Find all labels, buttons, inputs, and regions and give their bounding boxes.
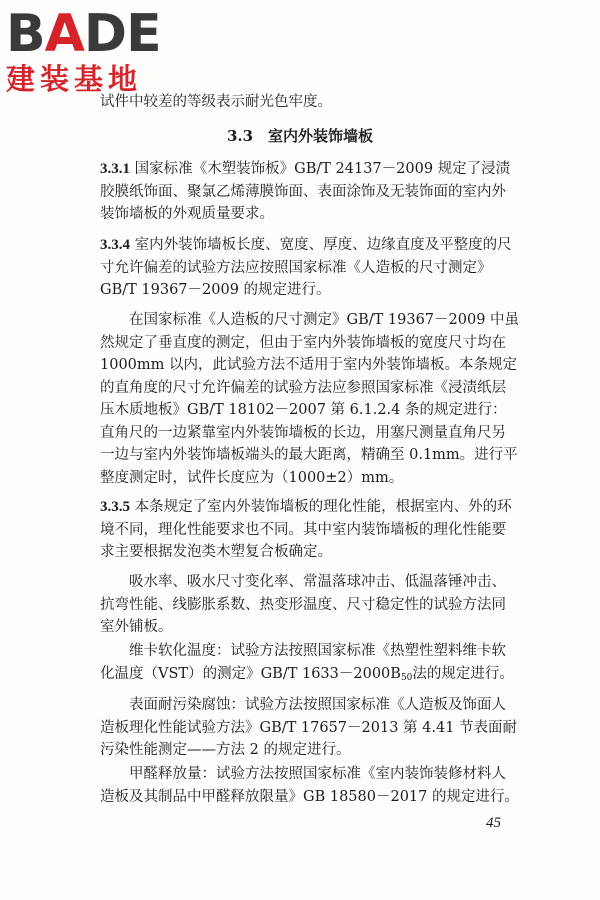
paragraph-text: 国家标准《木塑装饰板》GB/T 24137－2009 规定了浸渍胶膜纸饰面、聚氯乙烯薄膜饰面、表面涂饰及无装饰面的室内外装饰墙板的外观质量要求。 bbox=[100, 161, 511, 222]
clause-number: 3.3.4 bbox=[100, 237, 130, 253]
paragraph-text: 维卡软化温度：试验方法按照国家标准《热塑性塑料维卡软化温度（VST）的测定》GB/T 1633－2000B bbox=[100, 643, 506, 682]
paragraph-test-methods: 吸水率、吸水尺寸变化率、常温落球冲击、低温落锤冲击、抗弯性能、线膨胀系数、热变形温度、尺寸稳定性的试验方法同室外铺板。 bbox=[100, 574, 506, 635]
bade-logo bbox=[6, 4, 176, 96]
subscript: 50 bbox=[400, 672, 413, 683]
page-number: 45 bbox=[486, 815, 501, 831]
paragraph-formaldehyde: 甲醛释放量：试验方法按照国家标准《室内装饰装修材料人造板及其制品中甲醛释放限量》GB 18580－2017 的规定进行。 bbox=[100, 766, 519, 805]
logo-subtitle: 建装基地 bbox=[6, 62, 143, 96]
continued-text-line: 试件中较差的等级表示耐光色牢度。 bbox=[100, 94, 332, 110]
logo-wordmark bbox=[6, 4, 176, 64]
logo-letter-e: E bbox=[126, 4, 161, 64]
logo-letter-b: B bbox=[6, 4, 45, 64]
paragraph-text: 室内外装饰墙板长度、宽度、厚度、边缘直度及平整度的尺寸允许偏差的试验方法应按照国家标准《人造板的尺寸测定》GB/T 19367－2009 的规定进行。 bbox=[100, 237, 512, 298]
clause-number: 3.3.1 bbox=[100, 161, 130, 177]
paragraph-stain-resistance: 表面耐污染腐蚀：试验方法按照国家标准《人造板及饰面人造板理化性能试验方法》GB/T 17657－2013 第 4.41 节表面耐污染性能测定——方法 2 的规定进行。 bbox=[100, 697, 518, 758]
paragraph-text: 本条规定了室内外装饰墙板的理化性能，根据室内、外的环境不同，理化性能要求也不同。其中室内装饰墙板的理化性能要求主要根据发泡类木塑复合板确定。 bbox=[100, 499, 512, 560]
paragraph-vicat-softening bbox=[100, 640, 520, 689]
paragraph-3-3-5 bbox=[100, 496, 520, 564]
section-title: 3.3 室内外装饰墙板 bbox=[226, 127, 374, 145]
logo-letter-a: A bbox=[44, 4, 84, 64]
paragraph-3-3-4 bbox=[100, 234, 520, 302]
logo-letter-d: D bbox=[83, 4, 127, 64]
paragraph-3-3-1 bbox=[100, 158, 520, 226]
clause-number: 3.3.5 bbox=[100, 499, 130, 515]
paragraph-text-tail: 法的规定进行。 bbox=[412, 665, 514, 682]
paragraph-3-3-4-note: 在国家标准《人造板的尺寸测定》GB/T 19367－2009 中虽然规定了垂直度的测定，但由于室内外装饰墙板的宽度尺寸均在1000mm 以内，此试验方法不适用于室内外装饰墙板。本条规定的直角度的尺寸允许偏差的试验方法应参照国家标准《浸渍纸层压木质地板》GB/T 18102－2007 第 6.1.2.4 条的规定进行：直角尺的一边紧靠室内外装饰墙板的长边，用塞尺测量直角尺另一边与室内外装饰墙板端头的最大距离，精确至 0.1mm。进行平整度测定时，试件长度应为（1000±2）mm。 bbox=[100, 312, 520, 486]
